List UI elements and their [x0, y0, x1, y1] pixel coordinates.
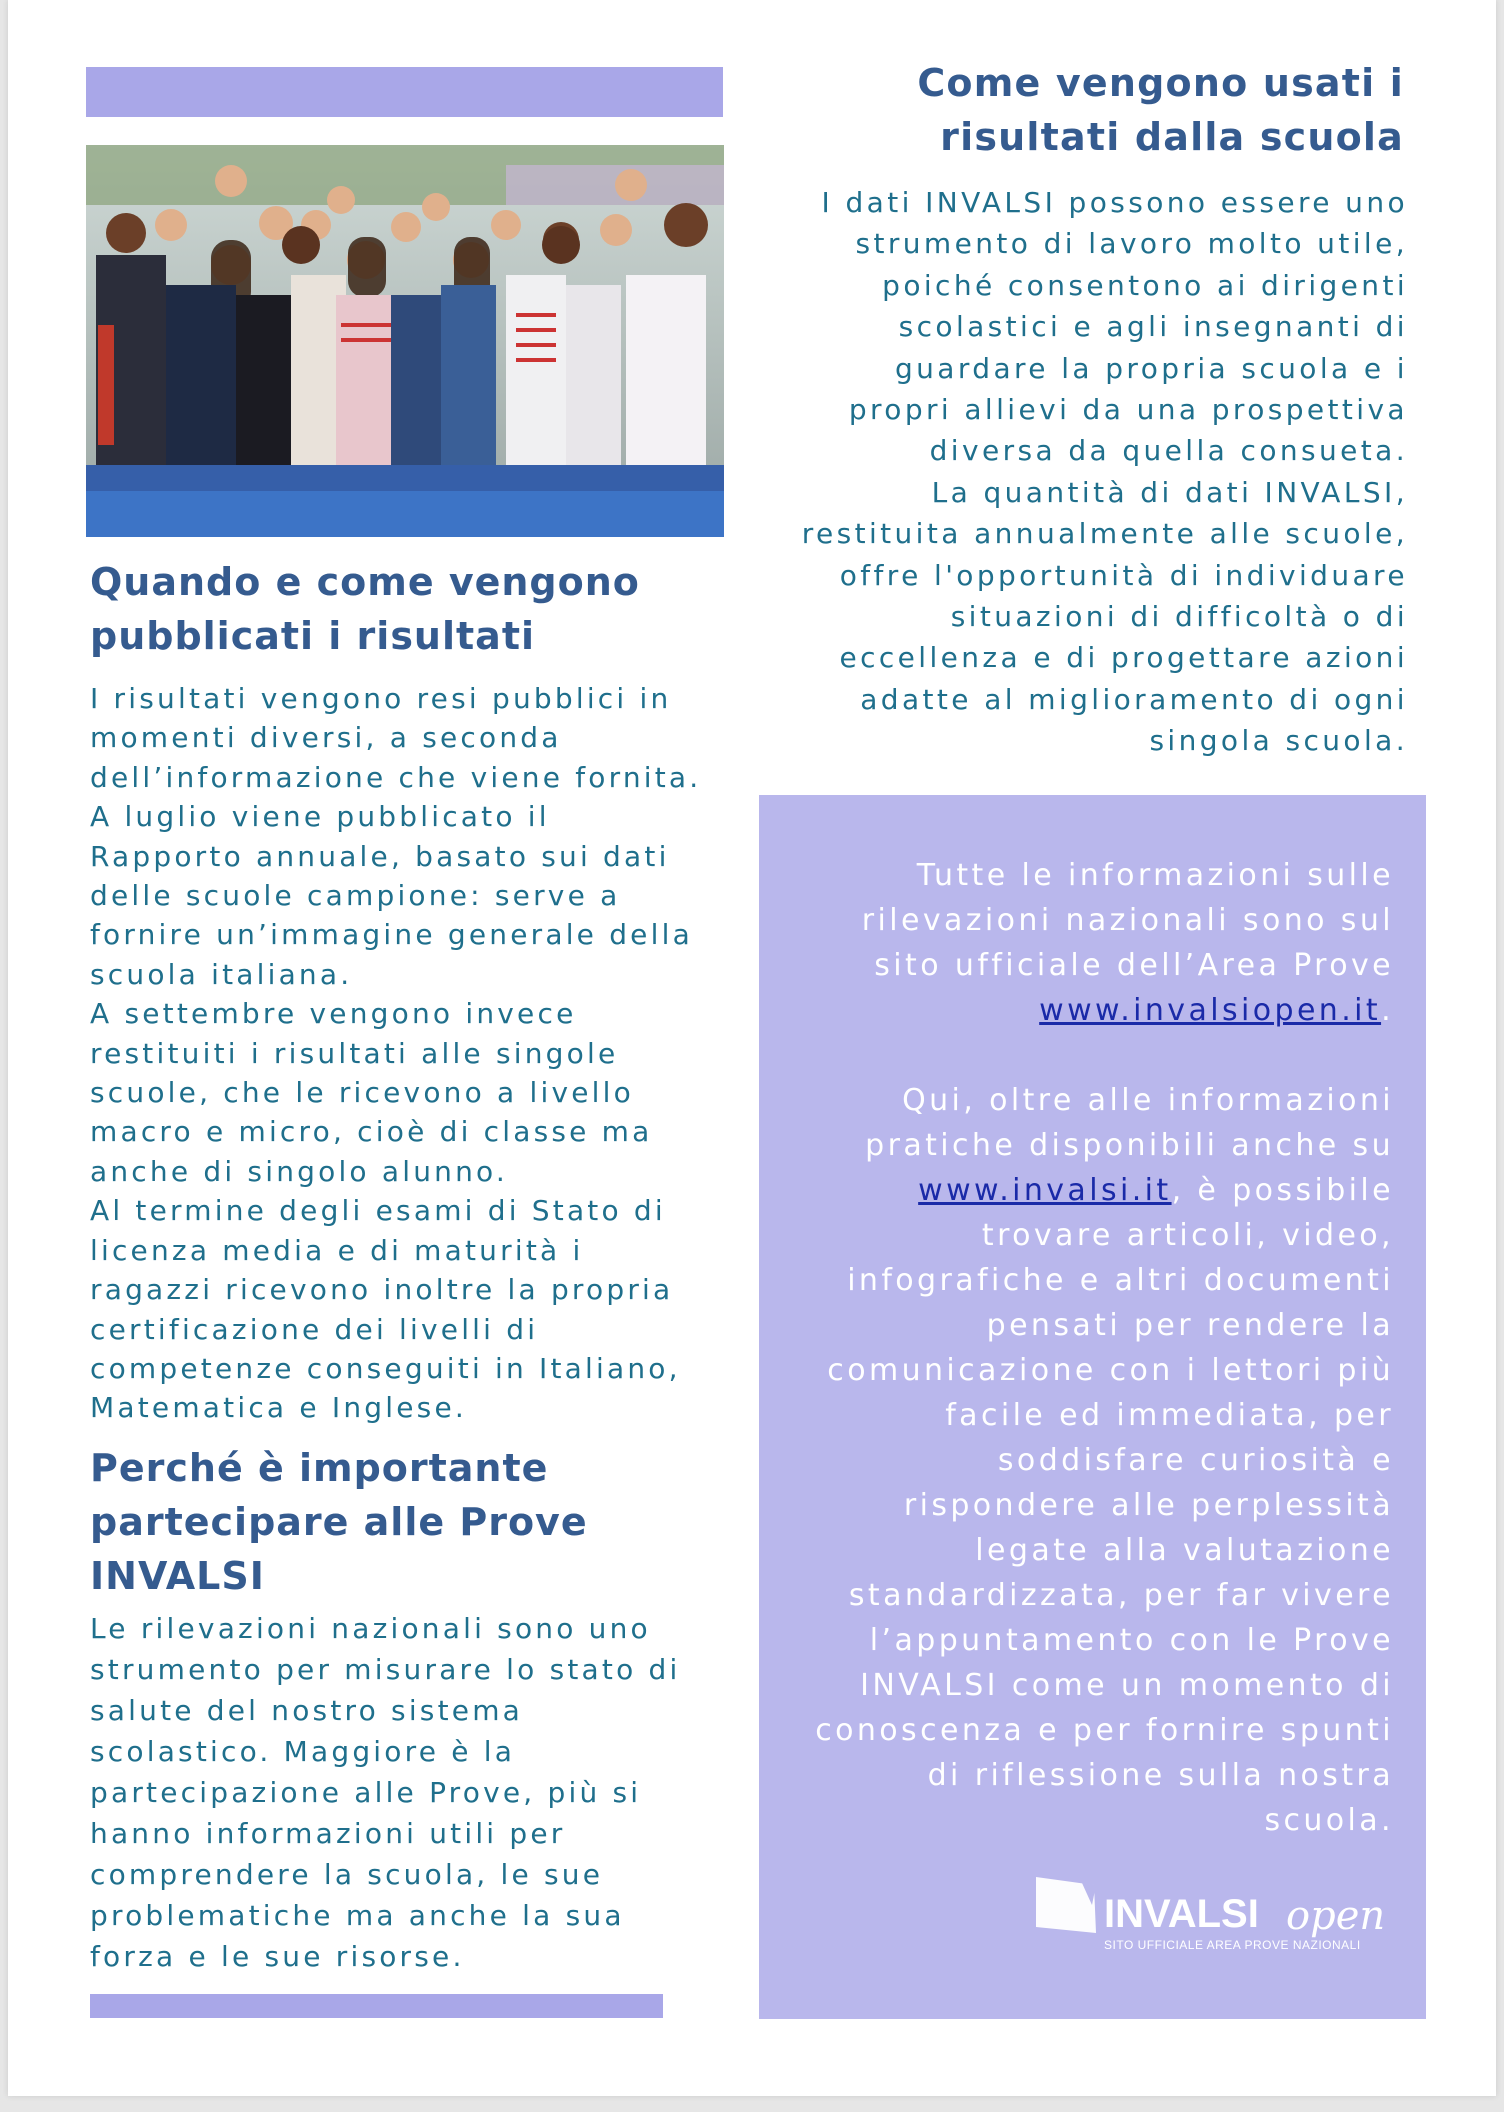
logo-script: open [1286, 1893, 1386, 1939]
logo-brand: INVALSI [1104, 1892, 1259, 1936]
bottom-accent-bar [90, 1994, 663, 2018]
info-p2-text: Qui, oltre alle informazioni pratiche disponibili anche su [865, 1083, 1394, 1163]
invalsi-link[interactable]: www.invalsi.it [918, 1173, 1172, 1208]
right-column-title: Come vengono usati i risultati dalla scuola [917, 61, 1404, 159]
document-page [8, 0, 1496, 2096]
section1-title: Quando e come vengono pubblicati i risultati [90, 560, 640, 658]
info-box-text [754, 853, 1394, 1843]
students-group-photo [86, 145, 724, 537]
info-p2-rest: , è possibile trovare articoli, video, infografiche e altri documenti pensati per rendere la comunicazione con i lettori più facile ed immediata, per soddisfare curiosità e rispondere alle perplessità legate alla valutazione standardizzata, per far vivere l’appuntamento con le Prove INVALSI come un momento di conoscenza e per fornire spunti di riflessione sulla nostra scuola. [815, 1173, 1394, 1838]
right-column-paragraph: I dati INVALSI possono essere uno strumento di lavoro molto utile, poiché consentono ai dirigenti scolastici e agli insegnanti di guardare la propria scuola e i propri allievi da una prospettiva diversa da quella consueta. La quantità di dati INVALSI, restituita annualmente alle scuole, offre l'opportunità di individuare situazioni di difficoltà o di eccellenza e di progettare azioni adatte al miglioramento di ogni singola scuola. [801, 186, 1408, 758]
info-p1-period: . [1381, 993, 1394, 1028]
photo-band-light [86, 491, 724, 537]
info-box [759, 795, 1426, 2019]
info-p1-text: Tutte le informazioni sulle rilevazioni nazionali sono sul sito ufficiale dell’Area Prove [861, 858, 1394, 983]
invalsiopen-link[interactable]: www.invalsiopen.it [1039, 993, 1382, 1028]
section2-title: Perché è importante partecipare alle Prove INVALSI [90, 1446, 588, 1598]
top-accent-bar [86, 67, 723, 117]
photo-band-dark [86, 465, 724, 491]
section2-body: Le rilevazioni nazionali sono uno strumento per misurare lo stato di salute del nostro sistema scolastico. Maggiore è la partecipazione alle Prove, più si hanno informazioni utili per comprendere la scuola, le sue problematiche ma anche la sua forza e le sue risorse. [90, 1612, 681, 1973]
logo-tagline: SITO UFFICIALE AREA PROVE NAZIONALI [1104, 1938, 1361, 1952]
invalsi-open-logo [1034, 1875, 1394, 1955]
section1-body: I risultati vengono resi pubblici in momenti diversi, a seconda dell’informazione che viene fornita. A luglio viene pubblicato il Rapporto annuale, basato sui dati delle scuole campione: serve a fornire un’immagine generale della scuola italiana. A settembre vengono invece restituiti i risultati alle singole scuole, che le ricevono a livello macro e micro, cioè di classe ma anche di singolo alunno. Al termine degli esami di Stato di licenza media e di maturità i ragazzi ricevono inoltre la propria certificazione dei livelli di competenze conseguiti in Italiano, Matematica e Inglese. [90, 682, 702, 1425]
